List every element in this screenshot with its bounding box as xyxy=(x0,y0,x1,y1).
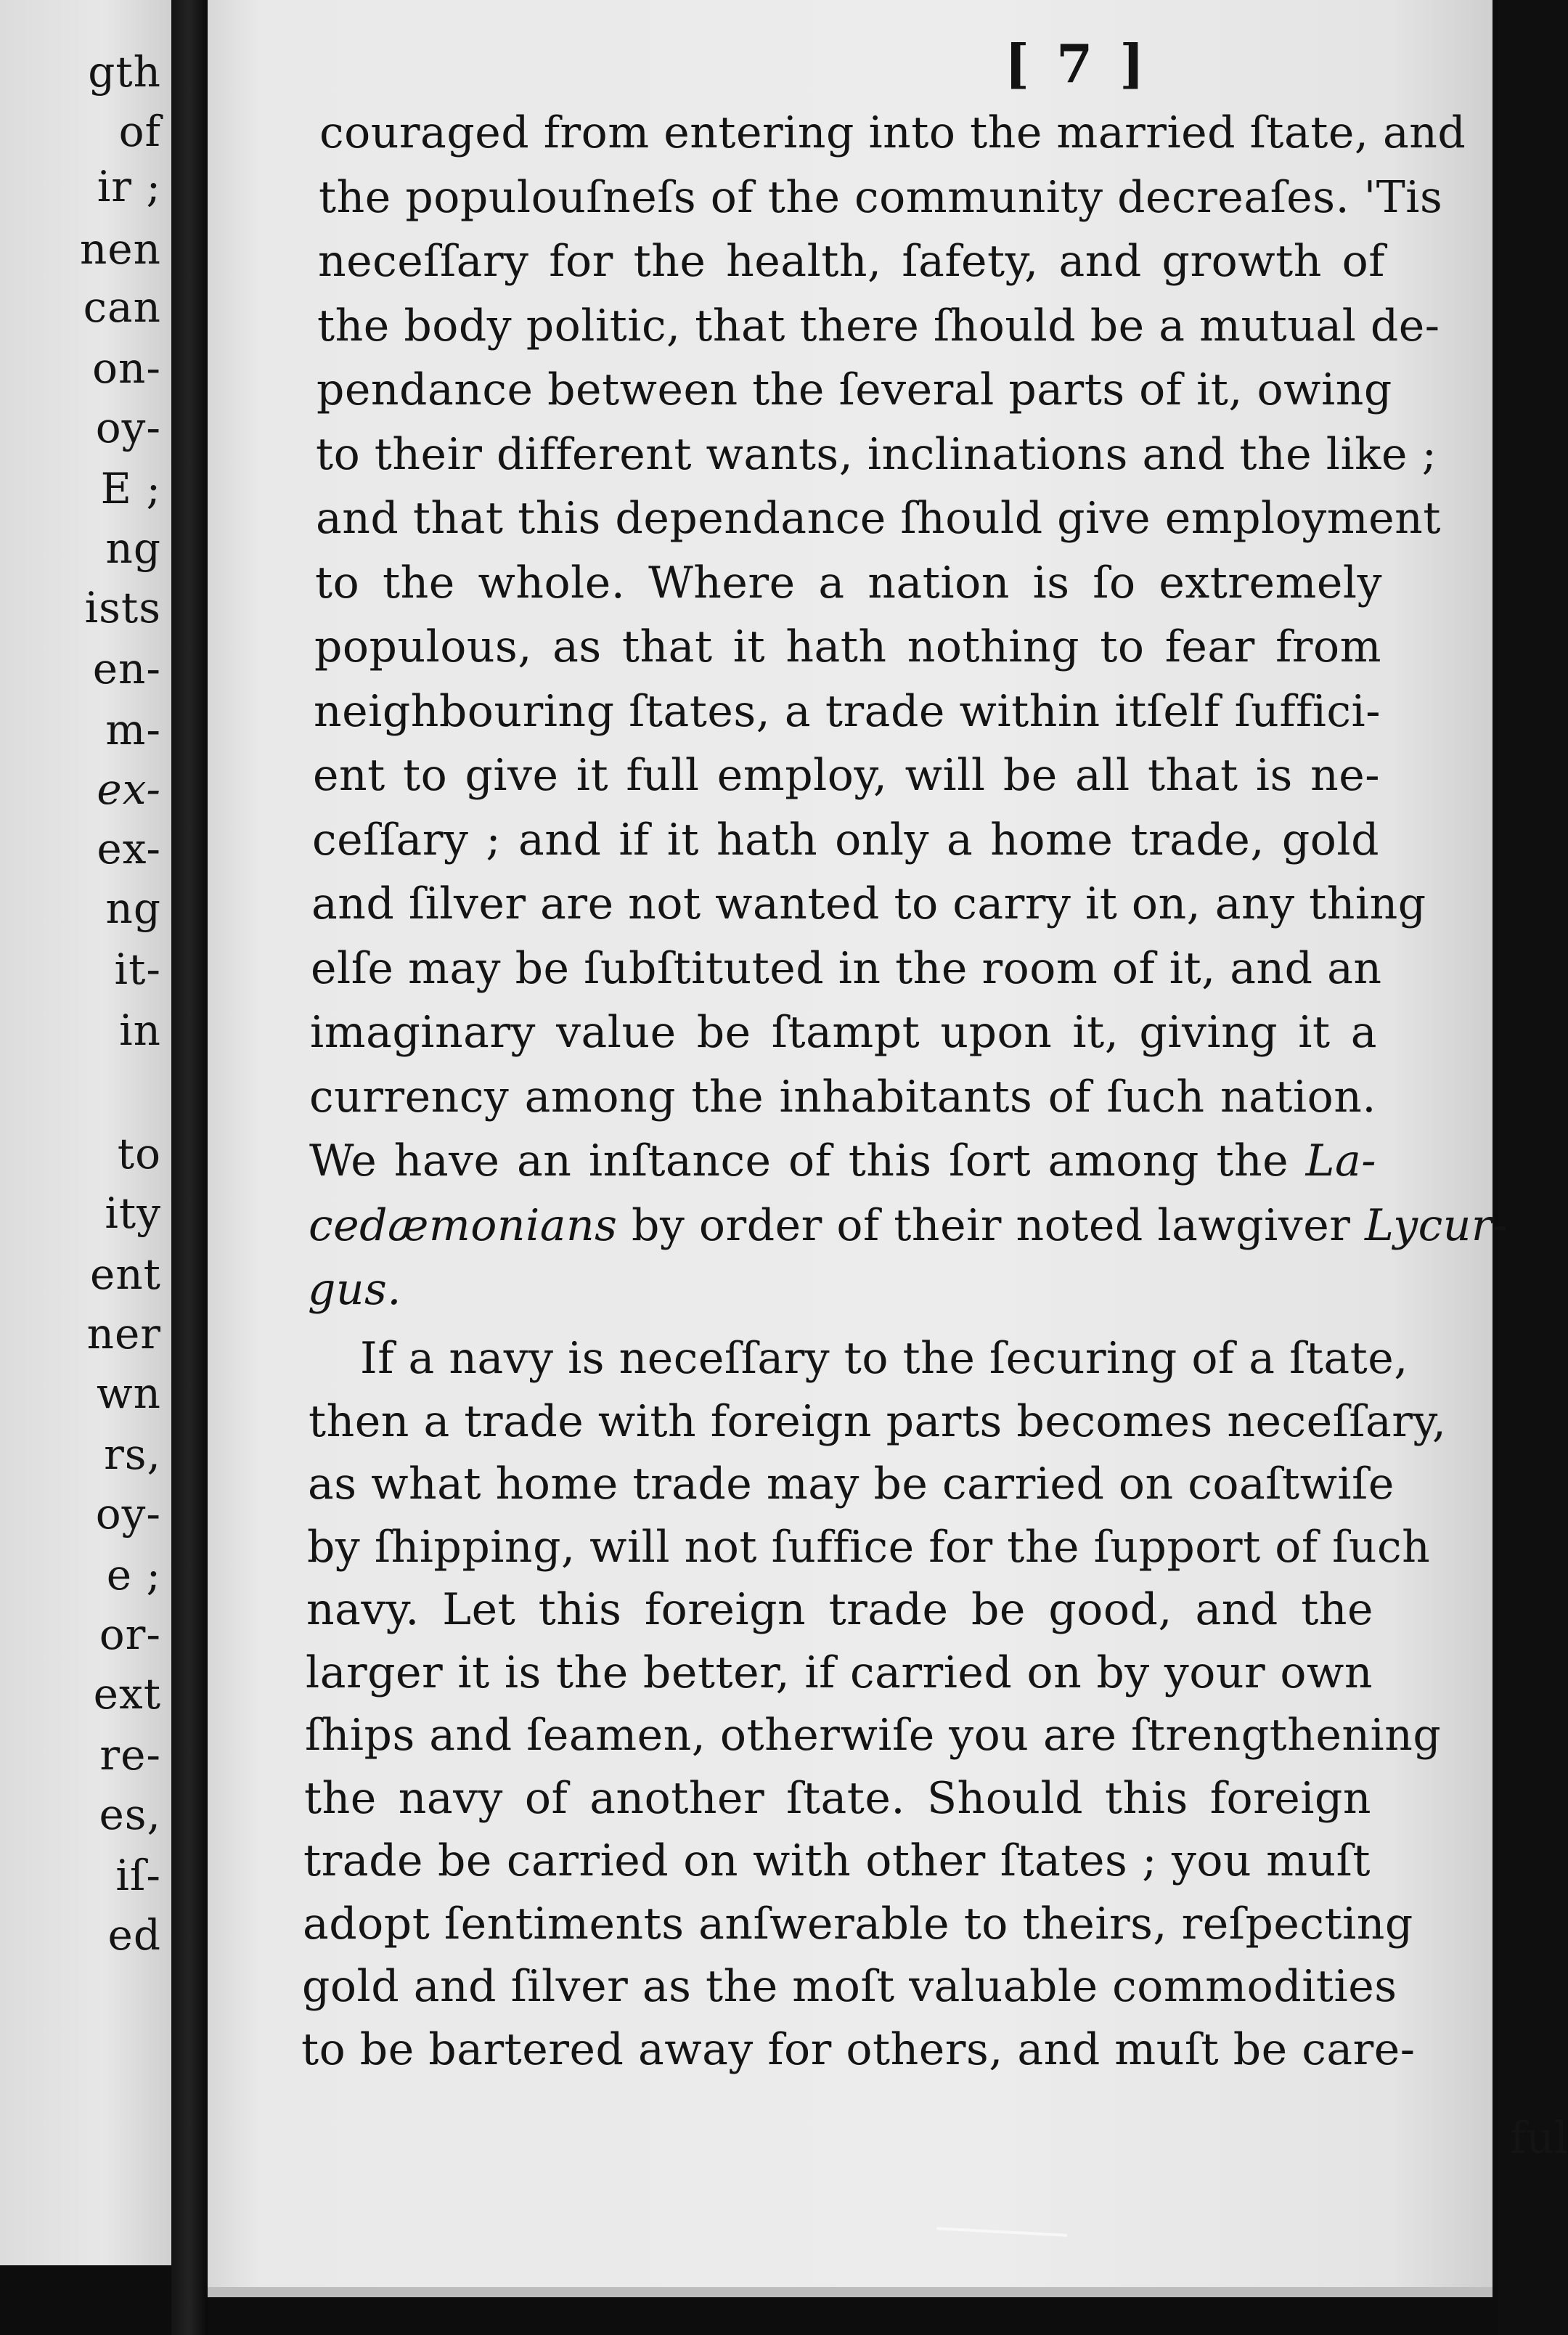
text-line: larger it is the better, if carried on by your own xyxy=(306,1647,1373,1698)
left-page-fragment: on- xyxy=(92,343,161,393)
text-line: and ſilver are not wanted to carry it on, any thing xyxy=(311,879,1426,929)
left-page-fragment: ex- xyxy=(97,824,161,873)
left-page-fragment: ex- xyxy=(97,765,161,814)
left-page-edge xyxy=(0,0,171,2265)
text-line: ſhips and ſeamen, otherwiſe you are ſtrengthening xyxy=(305,1710,1442,1761)
text-line: pendance between the ſeveral parts of it, owing xyxy=(317,364,1392,415)
left-page-fragment: E ; xyxy=(100,464,161,513)
text-run: by order of their noted lawgiver xyxy=(617,1200,1365,1251)
text-line: and that this dependance ſhould give employment xyxy=(316,493,1441,544)
text-line: ent to give it full employ, will be all that is ne- xyxy=(313,750,1380,801)
book-gutter xyxy=(171,0,208,2335)
text-line: navy. Let this foreign trade be good, and the xyxy=(306,1584,1373,1635)
left-page-fragment: ext xyxy=(93,1669,161,1719)
italic-name: Lycur- xyxy=(1364,1200,1508,1251)
left-page-fragment: gth xyxy=(88,47,161,97)
left-page-fragment: m- xyxy=(105,705,161,754)
left-page-fragment: ng xyxy=(105,884,161,933)
text-line: to the whole. Where a nation is ſo extremely xyxy=(315,558,1382,608)
text-line xyxy=(308,1264,1375,1315)
left-page-fragment: wn xyxy=(97,1369,161,1418)
left-page-fragment: nen xyxy=(79,224,161,274)
left-page-fragment: en- xyxy=(92,644,161,693)
text-line: adopt ſentiments anſwerable to theirs, reſpecting xyxy=(303,1899,1413,1949)
left-page-fragment: ists xyxy=(84,583,161,632)
left-page-fragment: ng xyxy=(105,523,161,573)
text-line: trade be carried on with other ſtates ; you muſt xyxy=(303,1835,1371,1886)
left-page-fragment: es, xyxy=(99,1790,161,1839)
text-line: the navy of another ſtate. Should this foreign xyxy=(304,1773,1371,1824)
text-line: ceſſary ; and if it hath only a home trade, gold xyxy=(312,815,1379,865)
text-line: currency among the inhabitants of ſuch nation. xyxy=(309,1072,1376,1122)
text-line: by ſhipping, will not ſuffice for the ſupport of ſuch xyxy=(307,1522,1431,1573)
left-page-fragment: of xyxy=(118,107,161,156)
text-line: neighbouring ſtates, a trade within itſelf ſuffici- xyxy=(314,686,1381,737)
italic-name: gus. xyxy=(308,1264,401,1315)
text-line: to their different wants, inclinations and the like ; xyxy=(316,429,1437,480)
left-page-fragment: ner xyxy=(86,1309,161,1358)
text-line xyxy=(309,1200,1508,1251)
left-page-fragment: oy- xyxy=(95,1489,161,1539)
left-page-fragment: to xyxy=(117,1129,161,1178)
italic-name: cedæmonians xyxy=(309,1200,618,1251)
text-line: the body politic, that there ſhould be a mutual de- xyxy=(317,301,1440,351)
left-page-fragment: oy- xyxy=(95,403,161,452)
left-page-fragment: can xyxy=(83,282,161,332)
left-page-fragment: iſ- xyxy=(115,1851,161,1900)
text-line: imaginary value be ſtampt upon it, giving it a xyxy=(310,1007,1377,1058)
left-page-fragment: e ; xyxy=(106,1550,161,1600)
page-number: [ 7 ] xyxy=(1005,33,1149,94)
italic-name: La- xyxy=(1305,1136,1376,1186)
text-line: neceſſary for the health, ſafety, and growth of xyxy=(318,236,1385,287)
text-line: populous, as that it hath nothing to fear from xyxy=(314,622,1381,672)
left-page-fragment: re- xyxy=(99,1730,161,1780)
left-page-fragment: ity xyxy=(105,1189,161,1238)
text-line: as what home trade may be carried on coaſtwiſe xyxy=(308,1459,1395,1509)
left-page-fragment: or- xyxy=(99,1610,161,1659)
text-line: gold and ſilver as the moſt valuable commodities xyxy=(302,1961,1397,2012)
text-line: to be bartered away for others, and muſt be care- xyxy=(301,2024,1416,2075)
text-line: elſe may be ſubſtituted in the room of it, and an xyxy=(311,943,1382,994)
text-line: If a navy is neceſſary to the ſecuring of a ſtate, xyxy=(360,1333,1408,1384)
left-page-fragment: ed xyxy=(107,1910,161,1960)
book-page xyxy=(208,0,1568,2297)
left-page-fragment: it- xyxy=(114,945,161,994)
left-page-fragment: rs, xyxy=(104,1430,161,1479)
text-line: then a trade with foreign parts becomes neceſſary, xyxy=(309,1396,1447,1447)
text-line: couraged from entering into the married ſtate, and xyxy=(319,107,1466,158)
left-page-fragment: in xyxy=(119,1006,161,1055)
text-line: the populouſneſs of the community decreaſes. 'Tis xyxy=(319,172,1443,223)
left-page-fragment: ir ; xyxy=(97,162,161,211)
text-run: We have an inſtance of this ſort among the xyxy=(309,1136,1306,1186)
catchword: ful xyxy=(1510,2113,1568,2164)
left-page-fragment: ent xyxy=(90,1250,161,1299)
text-line xyxy=(309,1136,1376,1186)
